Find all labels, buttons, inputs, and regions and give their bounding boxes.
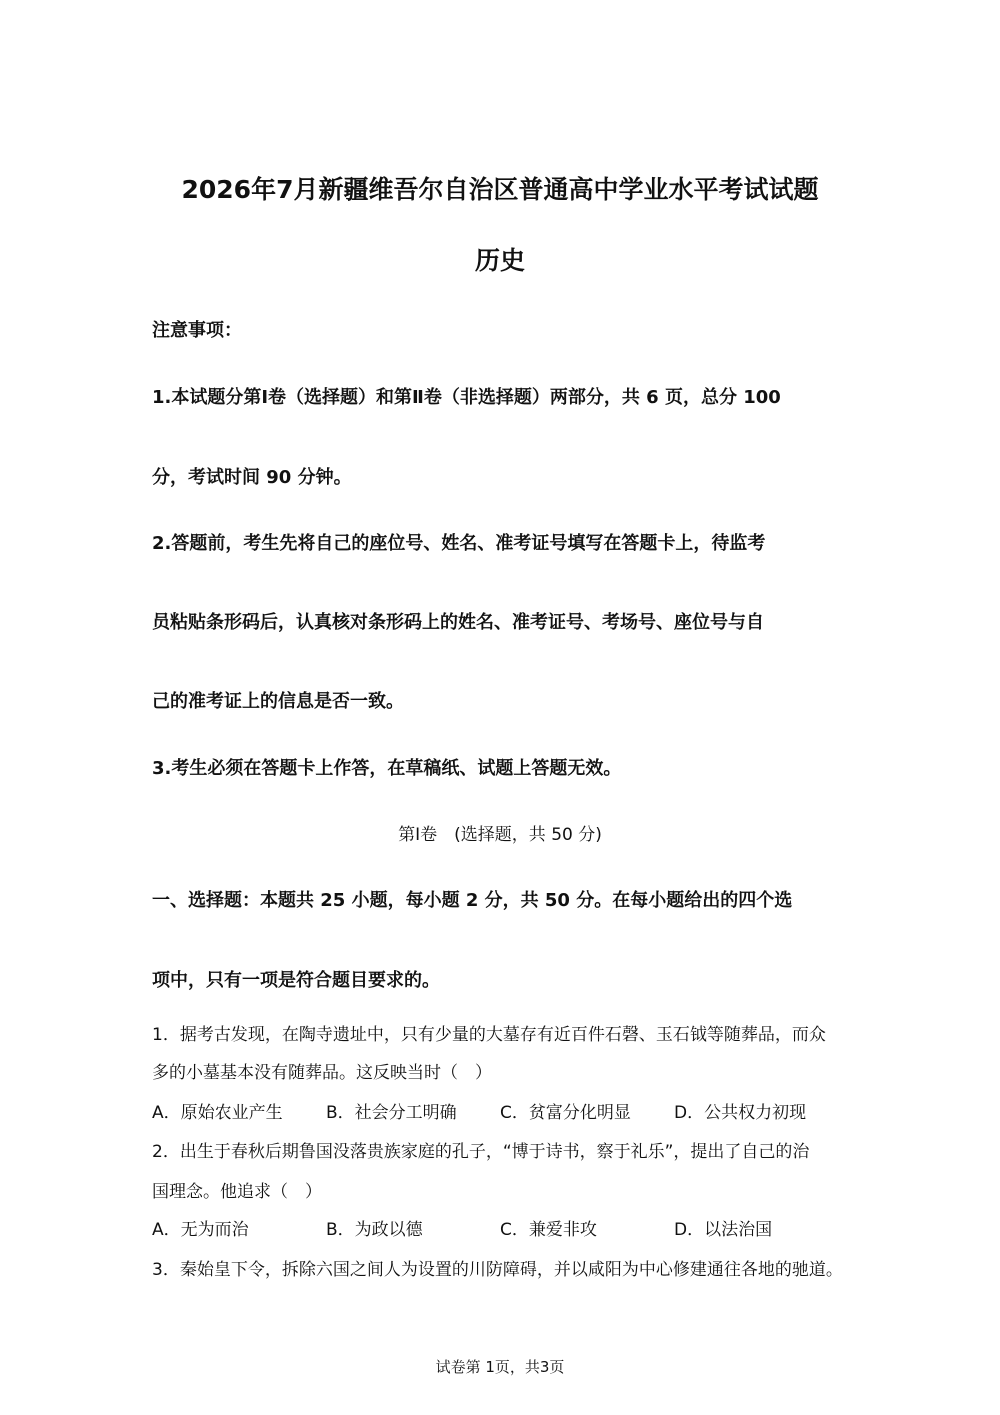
section-1-line-1: 一、选择题：本题共 25 小题，每小题 2 分，共 50 分。在每小题给出的四个选 [152,890,793,911]
question-1-stem-line-2: 多的小墓基本没有随葬品。这反映当时（ ） [152,1063,492,1083]
question-2-option-d: D．以法治国 [674,1220,773,1240]
question-2-stem-line-2: 国理念。他追求（ ） [152,1182,322,1202]
section-1-line-2: 项中，只有一项是符合题目要求的。 [152,970,440,991]
page-footer: 试卷第 1页，共3页 [435,1358,565,1376]
question-2-option-c: C．兼爱非攻 [500,1220,597,1240]
subject-title: 历史 [474,246,525,275]
question-1-option-b: B．社会分工明确 [326,1103,457,1123]
question-1-option-d: D．公共权力初现 [674,1103,807,1123]
question-1-stem-line-1: 1．据考古发现，在陶寺遗址中，只有少量的大墓存有近百件石磬、玉石钺等随葬品，而众 [152,1025,826,1045]
question-3-stem-line-1: 3．秦始皇下令，拆除六国之间人为设置的川防障碍，并以咸阳为中心修建通往各地的驰道。 [152,1260,843,1280]
notice-item-3: 3.考生必须在答题卡上作答，在草稿纸、试题上答题无效。 [152,758,622,779]
question-1-option-c: C．贫富分化明显 [500,1103,631,1123]
question-2-stem-line-1: 2．出生于春秋后期鲁国没落贵族家庭的孔子，“博于诗书，察于礼乐”，提出了自己的治 [152,1142,810,1162]
notice-item-2-line-3: 己的准考证上的信息是否一致。 [152,691,404,712]
notice-item-2-line-1: 2.答题前，考生先将自己的座位号、姓名、准考证号填写在答题卡上，待监考 [152,533,766,554]
notice-item-2-line-2: 员粘贴条形码后，认真核对条形码上的姓名、准考证号、考场号、座位号与自 [152,612,764,633]
question-1-option-a: A．原始农业产生 [152,1103,283,1123]
question-2-option-a: A．无为而治 [152,1220,249,1240]
notice-item-1-line-2: 分，考试时间 90 分钟。 [152,467,352,488]
notice-heading: 注意事项： [152,320,242,341]
question-2-option-b: B．为政以德 [326,1220,423,1240]
notice-item-1-line-1: 1.本试题分第Ⅰ卷（选择题）和第Ⅱ卷（非选择题）两部分，共 6 页，总分 100 [152,387,781,408]
part-1-title: 第Ⅰ卷 (选择题，共 50 分) [398,825,602,845]
exam-title: 2026年7月新疆维吾尔自治区普通高中学业水平考试试题 [181,175,819,204]
